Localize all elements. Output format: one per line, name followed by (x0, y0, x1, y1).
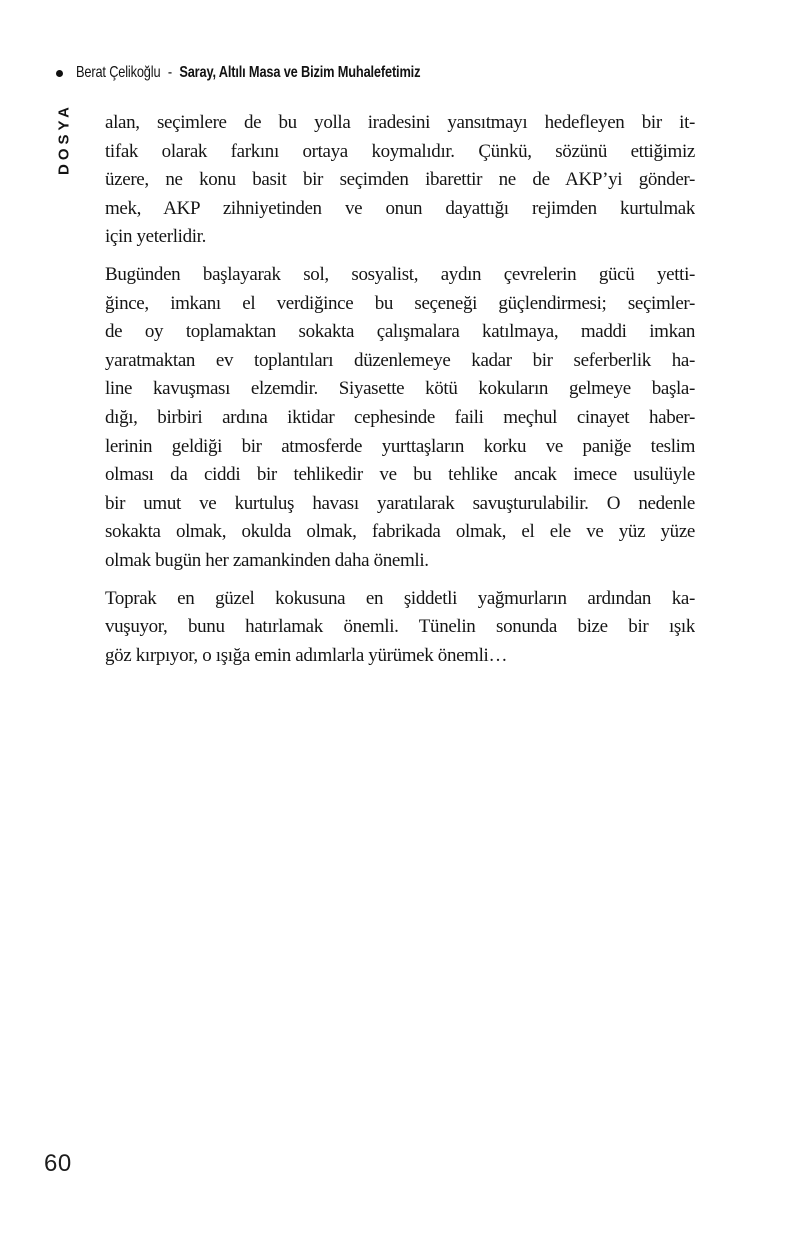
text-line: Bugünden başlayarak sol, sosyalist, aydın çevrelerin gücü yetti- (105, 263, 695, 285)
text-line: için yeterlidir. (105, 226, 206, 248)
paragraph (105, 109, 695, 252)
page-number: 60 (44, 1150, 72, 1177)
text-line: bir umut ve kurtuluş havası yaratılarak savuşturulabilir. O nedenle (105, 492, 695, 514)
running-header (56, 64, 506, 82)
text-line: göz kırpıyor, o ışığa emin adımlarla yürümek önemli… (105, 644, 508, 666)
text-line: tifak olarak farkını ortaya koymalıdır. Çünkü, sözünü ettiğimiz (105, 140, 695, 162)
header-book-title: Saray, Altılı Masa ve Bizim Muhalefetimiz (179, 64, 421, 81)
body-text (105, 109, 695, 679)
text-line: line kavuşması elzemdir. Siyasette kötü kokuların gelmeye başla- (105, 378, 695, 400)
text-line: olmak bugün her zamankinden daha önemli. (105, 549, 429, 571)
sidebar-label-dosya: DOSYA (55, 103, 73, 175)
header-separator: - (167, 64, 172, 81)
text-line: alan, seçimlere de bu yolla iradesini yansıtmayı hedefleyen bir it- (105, 112, 695, 133)
header-author: Berat Çelikoğlu (76, 64, 161, 81)
text-line: üzere, ne konu basit bir seçimden ibarettir ne de AKP’yi gönder- (105, 169, 695, 191)
text-line: de oy toplamaktan sokakta çalışmalara katılmaya, maddi imkan (105, 321, 695, 343)
paragraph (105, 585, 695, 671)
text-line: vuşuyor, bunu hatırlamak önemli. Tünelin sonunda bize bir ışık (105, 616, 695, 638)
text-line: dığı, birbiri ardına iktidar cephesinde faili meçhul cinayet haber- (105, 406, 695, 428)
header-text (76, 64, 420, 82)
text-line: lerinin geldiği bir atmosferde yurttaşların korku ve paniğe teslim (105, 435, 695, 457)
paragraph (105, 261, 695, 576)
text-line: ğince, imkanı el verdiğince bu seçeneği güçlendirmesi; seçimler- (105, 292, 695, 314)
text-line: Toprak en güzel kokusuna en şiddetli yağmurların ardından ka- (105, 587, 695, 609)
text-line: mek, AKP zihniyetinden ve onun dayattığı rejimden kurtulmak (105, 197, 695, 219)
text-line: yaratmaktan ev toplantıları düzenlemeye kadar bir seferberlik ha- (105, 349, 695, 371)
text-line: sokakta olmak, okulda olmak, fabrikada olmak, el ele ve yüz yüze (105, 521, 695, 543)
text-line: olması da ciddi bir tehlikedir ve bu tehlike ancak imece usulüyle (105, 464, 695, 486)
bullet-icon (56, 70, 63, 77)
